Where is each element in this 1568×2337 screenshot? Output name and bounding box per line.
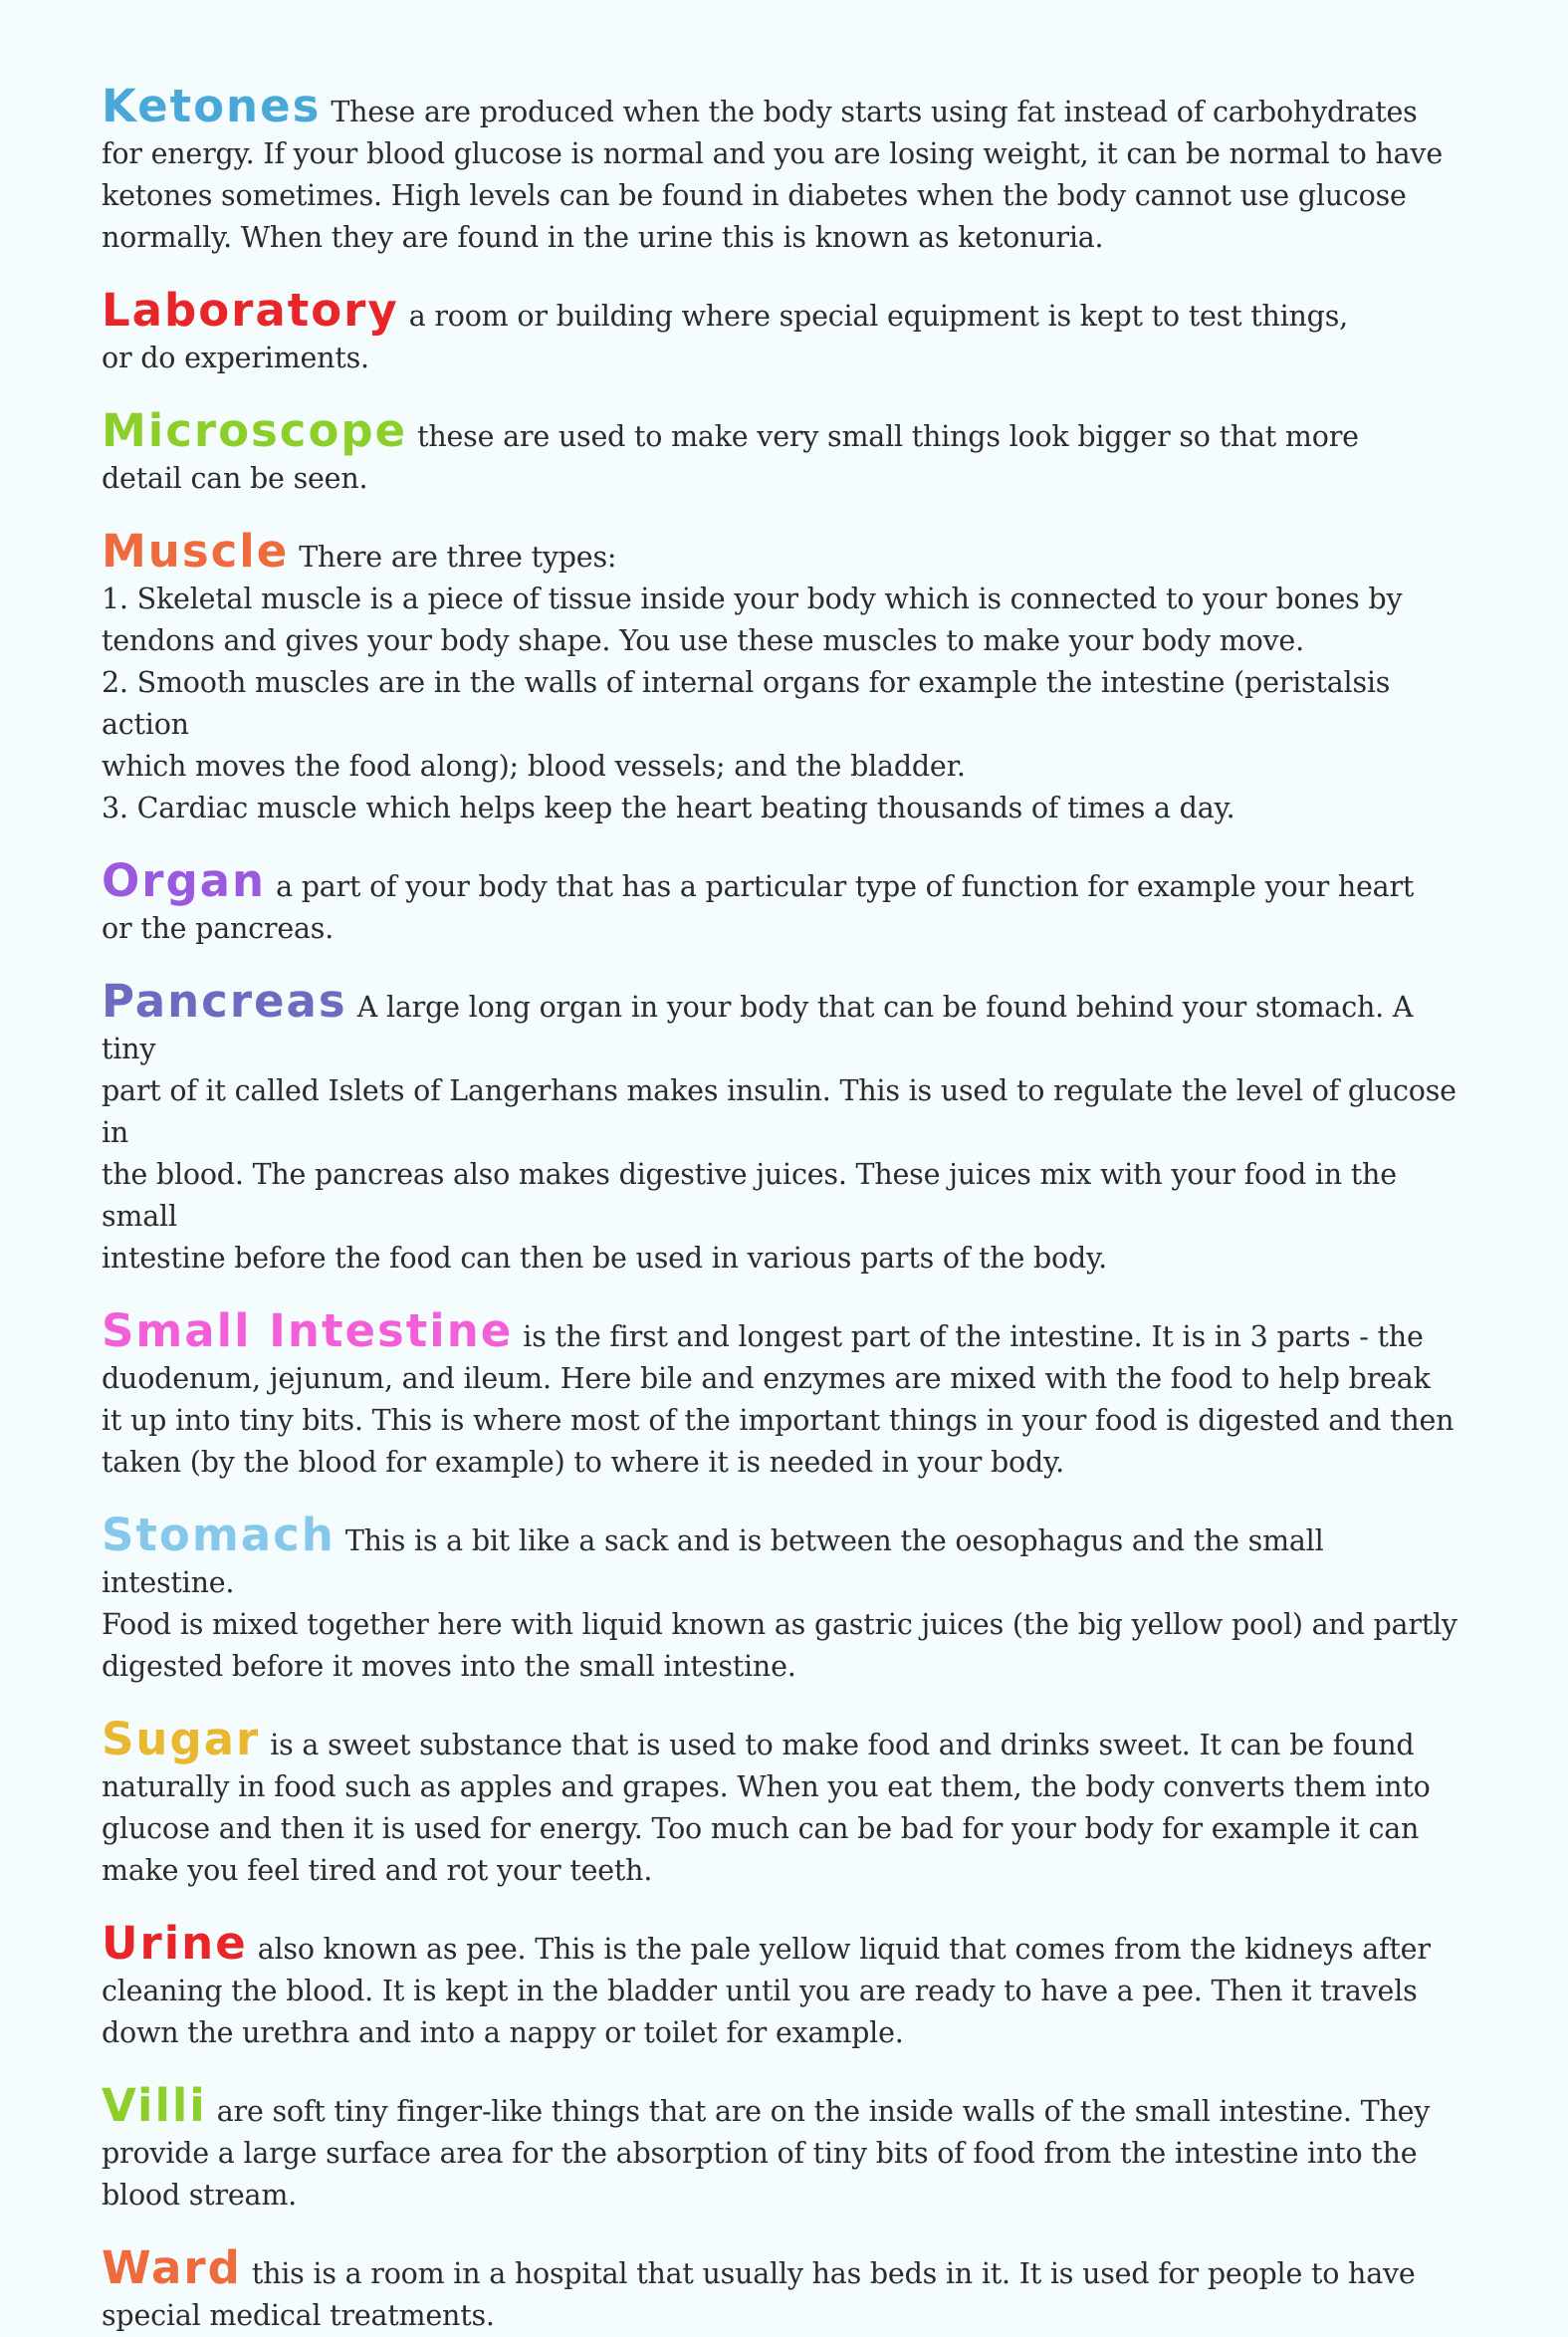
definition-line: naturally in food such as apples and grapes. When you eat them, the body converts them into xyxy=(102,1770,1431,1803)
glossary-term: Stomach xyxy=(102,1509,336,1561)
definition-line: A large long organ in your body that can be found behind your stomach. A tiny xyxy=(102,991,1414,1065)
definition-line: There are three types: xyxy=(299,541,617,574)
glossary-entry xyxy=(102,2079,1458,2217)
glossary-entry xyxy=(102,404,1458,500)
definition-line: normally. When they are found in the urine this is known as ketonuria. xyxy=(102,221,1104,254)
definition-line: duodenum, jejunum, and ileum. Here bile and enzymes are mixed with the food to help break xyxy=(102,1362,1431,1395)
definition-line: also known as pee. This is the pale yellow liquid that comes from the kidneys after xyxy=(257,1933,1431,1966)
glossary-entry xyxy=(102,284,1458,379)
definition-line: 2. Smooth muscles are in the walls of internal organs for example the intestine (peristalsis action xyxy=(102,666,1391,741)
definition-line: digested before it moves into the small intestine. xyxy=(102,1650,796,1683)
definition-line: 1. Skeletal muscle is a piece of tissue inside your body which is connected to your bones by xyxy=(102,583,1403,615)
definition-line: tendons and gives your body shape. You use these muscles to make your body move. xyxy=(102,624,1304,657)
glossary-entry xyxy=(102,2241,1458,2337)
glossary-term: Ketones xyxy=(102,80,322,132)
glossary-term: Organ xyxy=(102,854,267,907)
definition-line: these are used to make very small things look bigger so that more xyxy=(417,420,1359,453)
definition-line: taken (by the blood for example) to where it is needed in your body. xyxy=(102,1446,1064,1479)
definition-line: glucose and then it is used for energy. Too much can be bad for your body for example it can xyxy=(102,1812,1420,1845)
definition-line: 3. Cardiac muscle which helps keep the heart beating thousands of times a day. xyxy=(102,792,1235,824)
definition-line: or do experiments. xyxy=(102,342,369,374)
definition-line: cleaning the blood. It is kept in the bladder until you are ready to have a pee. Then it travels xyxy=(102,1975,1418,2007)
definition-line: down the urethra and into a nappy or toilet for example. xyxy=(102,2016,904,2049)
definition-line: are soft tiny finger-like things that are on the inside walls of the small intestine. They xyxy=(216,2095,1431,2128)
glossary-entry xyxy=(102,525,1458,829)
definition-line: special medical treatments. xyxy=(102,2299,495,2332)
definition-line: a part of your body that has a particular type of function for example your heart xyxy=(276,870,1415,903)
glossary-term: Muscle xyxy=(102,525,290,578)
definition-line: part of it called Islets of Langerhans makes insulin. This is used to regulate the level of glucose in xyxy=(102,1074,1456,1149)
definition-line: provide a large surface area for the absorption of tiny bits of food from the intestine into the xyxy=(102,2137,1418,2170)
glossary-entry xyxy=(102,1713,1458,1892)
definition-line: a room or building where special equipment is kept to test things, xyxy=(408,300,1349,333)
definition-line: detail can be seen. xyxy=(102,462,368,495)
glossary-term: Ward xyxy=(102,2241,242,2294)
definition-line: this is a room in a hospital that usually has beds in it. It is used for people to have xyxy=(251,2257,1416,2290)
glossary-entry xyxy=(102,975,1458,1280)
definition-line: the blood. The pancreas also makes digestive juices. These juices mix with your food in the small xyxy=(102,1158,1397,1233)
definition-line: intestine before the food can then be used in various parts of the body. xyxy=(102,1242,1107,1275)
definition-line: These are produced when the body starts using fat instead of carbohydrates xyxy=(331,96,1418,128)
definition-line: which moves the food along); blood vessels; and the bladder. xyxy=(102,750,966,783)
definition-line: blood stream. xyxy=(102,2179,298,2212)
glossary-entry xyxy=(102,1509,1458,1688)
glossary-term: Laboratory xyxy=(102,284,399,337)
glossary-entry xyxy=(102,1917,1458,2054)
glossary-term: Small Intestine xyxy=(102,1304,514,1357)
glossary-term: Sugar xyxy=(102,1713,261,1765)
glossary-term: Pancreas xyxy=(102,975,347,1028)
definition-line: is the first and longest part of the intestine. It is in 3 parts - the xyxy=(523,1320,1424,1353)
definition-line: or the pancreas. xyxy=(102,912,335,945)
glossary-entry xyxy=(102,80,1458,259)
definition-line: is a sweet substance that is used to make food and drinks sweet. It can be found xyxy=(270,1729,1415,1761)
glossary-term: Microscope xyxy=(102,404,408,457)
definition-line: for energy. If your blood glucose is normal and you are losing weight, it can be normal to have xyxy=(102,137,1443,170)
definition-line: ketones sometimes. High levels can be found in diabetes when the body cannot use glucose xyxy=(102,179,1407,212)
glossary-entry xyxy=(102,1304,1458,1484)
definition-line: make you feel tired and rot your teeth. xyxy=(102,1854,653,1887)
definition-line: Food is mixed together here with liquid known as gastric juices (the big yellow pool) and partly xyxy=(102,1608,1457,1641)
glossary-term: Villi xyxy=(102,2079,207,2132)
definition-line: This is a bit like a sack and is between the oesophagus and the small intestine. xyxy=(102,1524,1324,1599)
definition-line: it up into tiny bits. This is where most of the important things in your food is digested and then xyxy=(102,1404,1455,1437)
glossary-entry xyxy=(102,854,1458,950)
glossary-term: Urine xyxy=(102,1917,248,1970)
